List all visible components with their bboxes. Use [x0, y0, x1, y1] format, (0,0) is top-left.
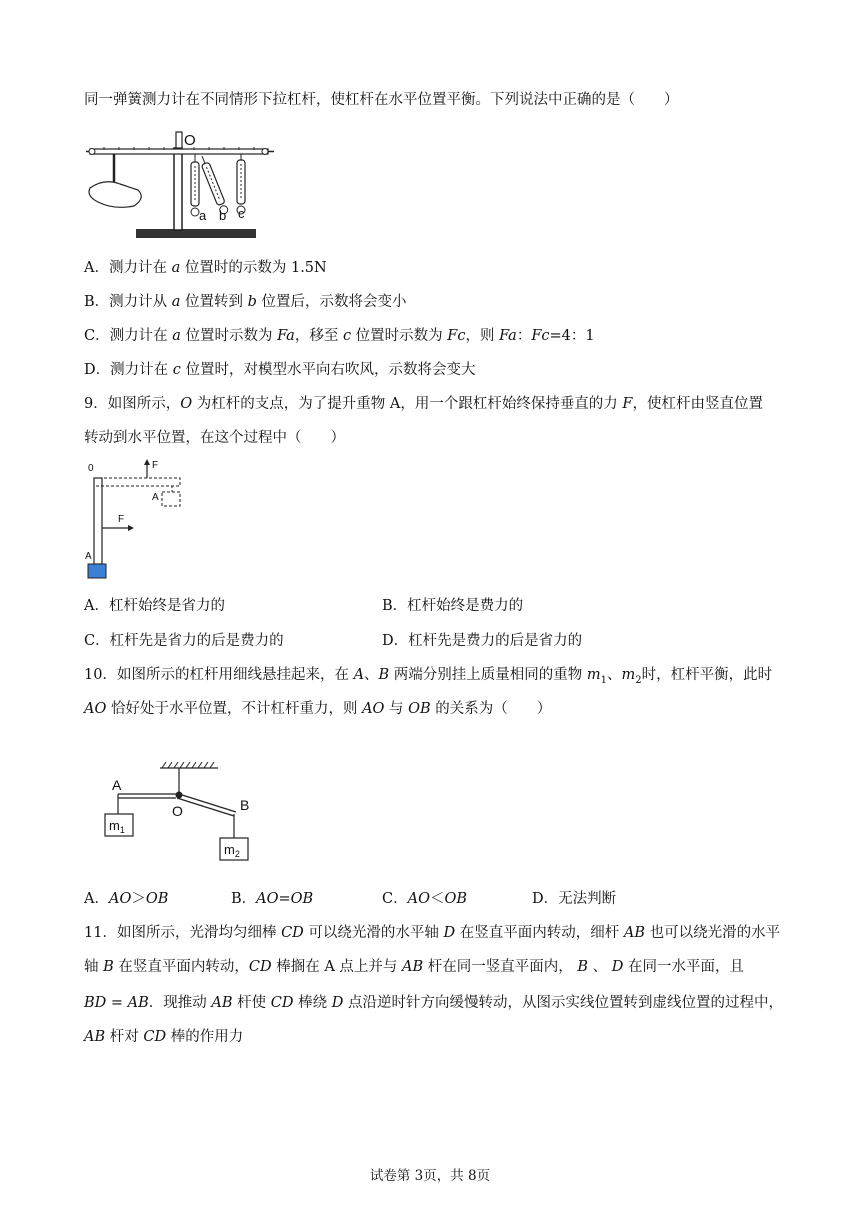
q8-lever-figure: [84, 128, 284, 244]
q8-option-b: B．测力计从 a 位置转到 b 位置后，示数将会变小: [84, 294, 407, 310]
page-footer: 试卷第 3页，共 8页: [369, 1168, 491, 1184]
stand-post: [174, 148, 182, 230]
weight-A: [88, 564, 106, 578]
q8-label-a: a: [199, 208, 207, 223]
q9-label-A-dashed: A: [152, 492, 159, 503]
q11-stem-line1: 11．如图所示，光滑均匀细棒 CD 可以绕光滑的水平轴 D 在竖直平面内转动，细杆 AB 也可以绕光滑的水平: [84, 925, 781, 941]
q8-option-d: D．测力计在 c 位置时，对模型水平向右吹风，示数将会变大: [84, 362, 476, 378]
q9-label-A: A: [85, 551, 92, 562]
horizontal-lever-dashed: [94, 478, 180, 486]
q9-stem-line1: 9．如图所示，O 为杠杆的支点，为了提升重物 A，用一个跟杠杆始终保持垂直的力 F，使杠杆由竖直位置: [84, 396, 763, 412]
q10-label-O: O: [172, 803, 183, 819]
weight-A-dashed: [162, 492, 180, 506]
lever-bar: [90, 149, 268, 154]
q9-option-b: B．杠杆始终是费力的: [382, 598, 524, 614]
q8-label-O: O: [184, 132, 196, 149]
q8-label-b: b: [219, 208, 227, 223]
q10-option-b: B．AO=OB: [231, 891, 314, 907]
hanging-weight: [89, 182, 141, 208]
q10-option-a: A．AO＞OB: [84, 891, 169, 907]
q9-option-a: A．杠杆始终是省力的: [84, 598, 225, 614]
q10-label-m1: $m_1$: [109, 818, 125, 835]
q10-label-B: B: [240, 797, 250, 813]
q9-label-O: 0: [88, 463, 94, 474]
q8-label-c: c: [238, 206, 245, 221]
q10-lever-figure: [100, 756, 260, 866]
q10-label-m2: $m_2$: [224, 842, 240, 859]
q10-label-A: A: [112, 777, 122, 793]
q11-stem-line3: BD = AB．现推动 AB 杆使 CD 棒绕 D 点沿逆时针方向缓慢转动，从图示实线位置转到虚线位置的过程中，: [84, 995, 783, 1011]
q9-label-F-up: F: [152, 460, 159, 471]
q10-option-c: C．AO＜OB: [382, 891, 468, 907]
q9-option-d: D．杠杆先是费力的后是省力的: [382, 633, 583, 649]
q9-lever-figure: [84, 458, 204, 582]
pivot-O: [176, 792, 183, 799]
q9-label-F-right: F: [118, 514, 125, 525]
spring-scale-b: [198, 155, 229, 215]
stand-base: [136, 229, 256, 238]
q9-option-c: C．杠杆先是省力的后是费力的: [84, 633, 284, 649]
q9-stem-line2: 转动到水平位置，在这个过程中（ ）: [84, 430, 345, 446]
q10-stem-line1: 10．如图所示的杠杆用细线悬挂起来，在 A、B 两端分别挂上质量相同的重物 $m_1$、$m_2$时，杠杆平衡，此时: [84, 667, 773, 686]
vertical-lever: [94, 478, 102, 564]
lever-OB: [179, 794, 236, 812]
q8-stem: 同一弹簧测力计在不同情形下拉杠杆，使杠杆在水平位置平衡。下列说法中正确的是（ ）: [84, 92, 679, 108]
q8-option-c: C．测力计在 a 位置时示数为 Fa，移至 c 位置时示数为 Fc，则 Fa：Fc=4：1: [84, 328, 595, 344]
q8-option-a: A．测力计在 a 位置时的示数为 1.5N: [84, 260, 327, 276]
q10-option-d: D．无法判断: [532, 891, 617, 907]
q11-stem-line4: AB 杆对 CD 棒的作用力: [84, 1029, 244, 1045]
q10-stem-line2: AO 恰好处于水平位置，不计杠杆重力，则 AO 与 OB 的关系为（ ）: [84, 701, 552, 717]
q11-stem-line2: 轴 B 在竖直平面内转动，CD 棒搁在 A 点上并与 AB 杆在同一竖直平面内， B 、 D 在同一水平面，且: [84, 959, 745, 975]
